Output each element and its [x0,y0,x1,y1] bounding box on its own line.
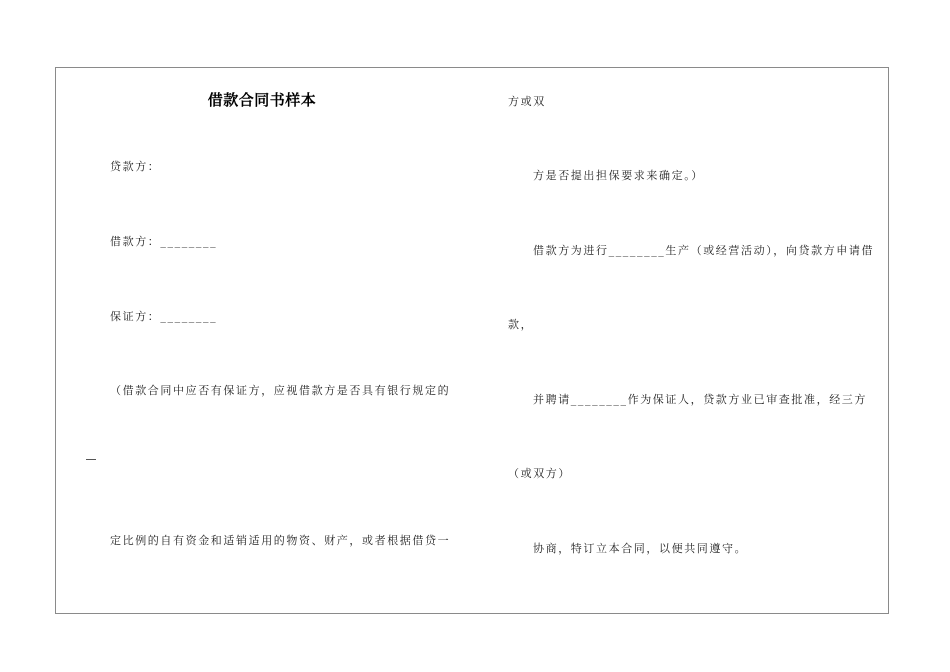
right-line-5: 并聘请________作为保证人，贷款方业已审查批准，经三方 [533,393,867,406]
right-line-4: 款， [508,318,534,331]
right-line-2: 方是否提出担保要求来确定。） [533,169,704,182]
document-title: 借款合同书样本 [207,91,317,109]
document-page-frame [55,67,889,614]
right-line-7: 协商，特订立本合同，以便共同遵守。 [533,542,748,555]
guarantor-label: 保证方：________ [110,310,218,323]
right-line-6: （或双方） [508,467,571,480]
paragraph-line-1: （借款合同中应否有保证方，应视借款方是否具有银行规定的 [110,384,451,397]
continuation-dash [86,459,96,460]
lender-label: 贷款方： [110,160,161,173]
right-line-3: 借款方为进行________生产（或经营活动），向贷款方申请借 [533,244,875,257]
right-line-1: 方或双 [508,95,546,108]
borrower-label: 借款方：________ [110,235,218,248]
paragraph-line-3: 定比例的自有资金和适销适用的物资、财产，或者根据借贷一 [110,534,451,547]
paragraph-line-2 [86,453,99,467]
